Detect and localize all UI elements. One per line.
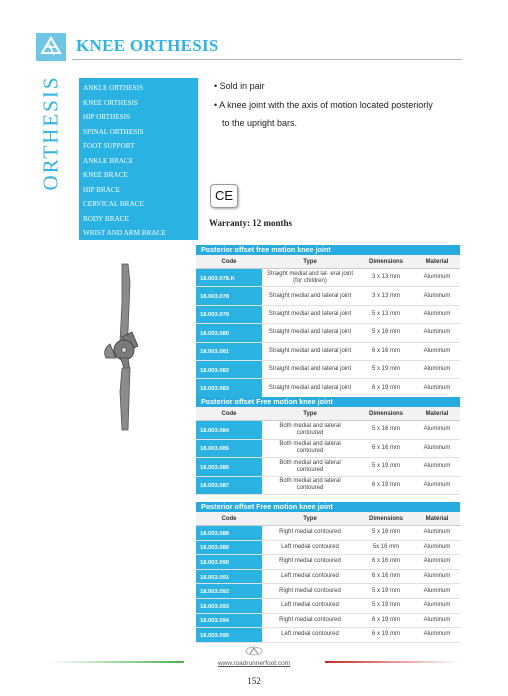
table-title: Posterior offset Free motion knee joint xyxy=(196,502,460,512)
product-code: 18.003.082 xyxy=(196,361,262,378)
product-dimensions: 5 x 16 mm xyxy=(371,329,400,336)
title-divider xyxy=(72,59,462,60)
nav-item-body-brace[interactable]: BODY BRACE xyxy=(83,214,129,223)
product-type: Straight medial and lateral joint xyxy=(268,366,352,373)
nav-item-wrist-arm-brace[interactable]: WRIST AND ARM BRACE xyxy=(83,229,166,237)
ce-mark-icon: CE xyxy=(210,184,238,208)
product-material: Aluminum xyxy=(423,292,451,299)
runner-logo-icon xyxy=(244,644,264,656)
table-row xyxy=(196,343,460,361)
product-code: 18.003.089 xyxy=(196,541,262,555)
product-dimensions: 5 x 19 mm xyxy=(371,366,400,373)
spec-table-2 xyxy=(196,397,460,495)
product-type: Both medial and lateral contoured xyxy=(279,441,341,455)
table-row xyxy=(196,526,460,541)
column-header-dimensions: Dimensions xyxy=(368,258,403,265)
table-row xyxy=(196,584,460,599)
product-material: Aluminum xyxy=(423,631,451,638)
product-material: Aluminum xyxy=(423,426,451,433)
product-material: Aluminum xyxy=(423,384,451,391)
product-dimensions: 6 x 19 mm xyxy=(371,481,400,488)
product-dimensions: 5 x 13 mm xyxy=(371,310,400,317)
product-code: 18.003.083 xyxy=(196,379,262,396)
product-type: Straight medial and lateral joint xyxy=(268,310,352,317)
table-row xyxy=(196,324,460,342)
product-type: Left medial contoured xyxy=(281,543,339,550)
product-code: 18.003.091 xyxy=(196,570,262,584)
spec-table-1 xyxy=(196,245,460,398)
product-type: Both medial and lateral contoured xyxy=(279,422,341,436)
table-row xyxy=(196,361,460,379)
product-code: 18.003.085 xyxy=(196,440,262,458)
product-type: Straight medial and lateral joint xyxy=(268,384,352,391)
product-dimensions: 6 x 16 mm xyxy=(371,347,400,354)
product-code: 18.003.086 xyxy=(196,458,262,476)
feature-bullet-continued: to the upright bars. xyxy=(222,118,298,128)
nav-item-knee-orthesis[interactable]: KNEE ORTHESIS xyxy=(83,98,138,107)
product-type: Left medial contoured xyxy=(281,631,339,638)
product-material: Aluminum xyxy=(423,310,451,317)
product-material: Aluminum xyxy=(423,366,451,373)
product-type: Right medial contoured xyxy=(279,529,341,536)
product-code: 18.003.078 xyxy=(196,287,262,304)
column-header-material: Material xyxy=(425,258,449,265)
product-code: 18.003.087 xyxy=(196,477,262,495)
product-code: 18.003.093 xyxy=(196,599,262,613)
table-row xyxy=(196,287,460,305)
product-type: Straight medial and lateral joint xyxy=(268,292,352,299)
product-dimensions: 6 x 19 mm xyxy=(371,384,400,391)
product-material: Aluminum xyxy=(423,616,451,623)
column-header-type: Type xyxy=(303,258,317,265)
table-row xyxy=(196,555,460,570)
nav-item-hip-brace[interactable]: HIP BRACE xyxy=(83,185,121,194)
product-code: 18.003.088 xyxy=(196,526,262,540)
table-row xyxy=(196,440,460,459)
column-header-material: Material xyxy=(425,410,449,417)
warranty-text: Warranty: 12 months xyxy=(209,218,292,228)
product-material: Aluminum xyxy=(423,529,451,536)
product-type: Straight medial and lat- eral joint (for children) xyxy=(266,270,354,284)
column-header-code: Code xyxy=(221,258,237,265)
product-dimensions: 3 x 13 mm xyxy=(371,292,400,299)
product-code: 18.003.079 xyxy=(196,306,262,323)
page-number: 152 xyxy=(247,676,261,686)
table-title: Posterior offset Free motion knee joint xyxy=(196,397,460,407)
product-code: 18.003.095 xyxy=(196,628,262,642)
column-header-dimensions: Dimensions xyxy=(368,515,403,522)
product-material: Aluminum xyxy=(423,329,451,336)
nav-item-hip-orthesis[interactable]: HIP ORTHESIS xyxy=(83,113,131,121)
section-label: ORTHESIS xyxy=(38,75,63,191)
column-header-code: Code xyxy=(221,410,237,417)
feature-bullet: • Sold in pair xyxy=(214,81,265,91)
knee-joint-image xyxy=(92,262,162,432)
product-material: Aluminum xyxy=(423,602,451,609)
table-row xyxy=(196,628,460,643)
product-dimensions: 5 x 16 mm xyxy=(371,426,400,433)
product-material: Aluminum xyxy=(423,543,451,550)
brand-logo xyxy=(36,33,66,61)
product-type: Right medial contoured xyxy=(279,558,341,565)
product-type: Straight medial and lateral joint xyxy=(268,329,352,336)
product-type: Straight medial and lateral joint xyxy=(268,347,352,354)
table-row xyxy=(196,421,460,440)
spec-table-3 xyxy=(196,502,460,643)
table-title: Posterior offset free motion knee joint xyxy=(196,245,460,255)
feature-bullet: • A knee joint with the axis of motion located posteriorly xyxy=(214,100,433,110)
product-material: Aluminum xyxy=(423,573,451,580)
product-material: Aluminum xyxy=(423,444,451,451)
product-dimensions: 5x 16 mm xyxy=(372,543,400,550)
column-header-material: Material xyxy=(425,515,449,522)
column-header-type: Type xyxy=(303,515,317,522)
product-dimensions: 5 x 19 mm xyxy=(371,587,400,594)
table-row xyxy=(196,614,460,629)
table-row xyxy=(196,477,460,496)
column-header-code: Code xyxy=(221,515,237,522)
product-code: 18.003.084 xyxy=(196,421,262,439)
nav-item-spinal-orthesis[interactable]: SPINAL ORTHESIS xyxy=(83,127,144,136)
nav-item-ankle-orthesis[interactable]: ANKLE ORTHESIS xyxy=(83,84,144,92)
product-material: Aluminum xyxy=(423,347,451,354)
product-dimensions: 6 x 16 mm xyxy=(371,444,400,451)
product-code: 18.003.094 xyxy=(196,614,262,628)
table-row xyxy=(196,458,460,477)
product-material: Aluminum xyxy=(423,274,451,281)
table-row xyxy=(196,379,460,397)
table-row xyxy=(196,599,460,614)
product-dimensions: 6 x 16 mm xyxy=(371,573,400,580)
product-material: Aluminum xyxy=(423,481,451,488)
product-type: Right medial contoured xyxy=(279,587,341,594)
product-dimensions: 5 x 19 mm xyxy=(371,463,400,470)
column-header-type: Type xyxy=(303,410,317,417)
category-nav xyxy=(79,78,198,240)
product-dimensions: 5 x 16 mm xyxy=(371,529,400,536)
page-title: KNEE ORTHESIS xyxy=(76,36,219,55)
product-code: 18.003.092 xyxy=(196,584,262,598)
product-code: 18.003.081 xyxy=(196,343,262,360)
product-type: Left medial contoured xyxy=(281,573,339,580)
table-row xyxy=(196,541,460,556)
nav-item-ankle-brace[interactable]: ANKLE BRACE xyxy=(83,156,134,165)
product-code: 18.003.078.K xyxy=(196,269,262,286)
product-dimensions: 6 x 19 mm xyxy=(371,616,400,623)
product-material: Aluminum xyxy=(423,463,451,470)
column-header-dimensions: Dimensions xyxy=(368,410,403,417)
product-type: Both medial and lateral contoured xyxy=(279,478,341,492)
table-header-row xyxy=(196,512,460,526)
product-material: Aluminum xyxy=(423,558,451,565)
website-link[interactable]: www.roadrunnerfoot.com xyxy=(217,660,291,667)
table-row xyxy=(196,306,460,324)
product-dimensions: 5 x 19 mm xyxy=(371,602,400,609)
nav-item-cervical-brace[interactable]: CERVICAL BRACE xyxy=(83,200,144,208)
nav-item-knee-brace[interactable]: KNEE BRACE xyxy=(83,171,128,179)
table-header-row xyxy=(196,255,460,269)
product-dimensions: 6 x 19 mm xyxy=(371,631,400,638)
product-type: Right medial contoured xyxy=(279,616,341,623)
product-code: 18.003.080 xyxy=(196,324,262,341)
product-type: Left medial contoured xyxy=(281,602,339,609)
nav-item-foot-support[interactable]: FOOT SUPPORT xyxy=(83,142,135,150)
table-row xyxy=(196,269,460,287)
product-dimensions: 6 x 16 mm xyxy=(371,558,400,565)
product-code: 18.003.090 xyxy=(196,555,262,569)
product-dimensions: 3 x 13 mm xyxy=(371,274,400,281)
table-row xyxy=(196,570,460,585)
table-header-row xyxy=(196,407,460,421)
product-material: Aluminum xyxy=(423,587,451,594)
product-type: Both medial and lateral contoured xyxy=(279,459,341,473)
